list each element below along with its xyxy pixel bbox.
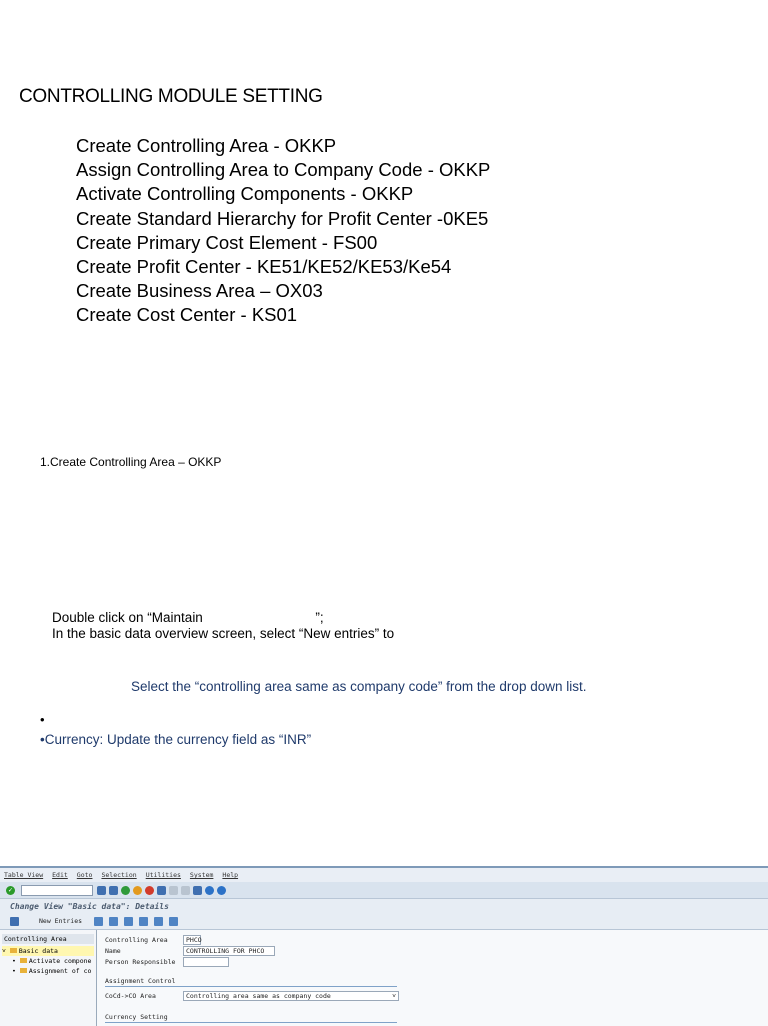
step-item: Create Profit Center - KE51/KE52/KE53/Ke54 — [76, 256, 452, 278]
step-item: Assign Controlling Area to Company Code - OKKP — [76, 159, 491, 181]
instruction-currency: •Currency: Update the currency field as “INR” — [40, 732, 312, 747]
exit-icon[interactable] — [133, 886, 142, 895]
folder-icon — [10, 948, 17, 953]
application-toolbar — [0, 913, 768, 930]
name-label: Name — [105, 946, 121, 955]
step-item: Create Standard Hierarchy for Profit Center -0KE5 — [76, 207, 489, 229]
new-session-icon[interactable] — [193, 886, 202, 895]
help-icon[interactable] — [205, 886, 214, 895]
cocd-co-area-label: CoCd->CO Area — [105, 991, 156, 1000]
tree-header: Controlling Area — [2, 934, 94, 944]
instruction-line1: Double click on “Maintain ”; — [52, 610, 324, 625]
save-icon[interactable] — [109, 886, 118, 895]
menu-edit[interactable]: Edit — [52, 871, 68, 879]
find-icon[interactable] — [169, 886, 178, 895]
select-all-icon[interactable] — [169, 917, 178, 926]
delete-icon[interactable] — [109, 917, 118, 926]
page-heading: CONTROLLING MODULE SETTING — [19, 86, 323, 107]
currency-setting-group: Currency Setting — [105, 1013, 397, 1023]
steps-list — [76, 134, 490, 328]
back-icon[interactable] — [97, 886, 106, 895]
enter-icon[interactable]: ✓ — [6, 886, 15, 895]
screen-title: Change View "Basic data": Details — [0, 899, 768, 913]
step-item: Create Primary Cost Element - FS00 — [76, 231, 378, 253]
tree-item-basic-data[interactable]: ˅ Basic data — [2, 946, 94, 956]
instruction-line2: In the basic data overview screen, select “New entries” to — [52, 626, 395, 641]
cocd-co-area-dropdown[interactable]: Controlling area same as company code ˅ — [183, 991, 399, 1001]
instruction-select: Select the “controlling area same as company code” from the drop down list. — [131, 679, 587, 694]
sap-toolbar — [0, 882, 768, 899]
print-icon[interactable] — [157, 886, 166, 895]
assignment-control-group: Assignment Control — [105, 977, 397, 987]
folder-icon — [20, 958, 27, 963]
section-title: 1.Create Controlling Area – OKKP — [40, 455, 222, 469]
controlling-area-field[interactable]: PHCO — [183, 935, 201, 945]
folder-icon — [20, 968, 27, 973]
tree-item-activate[interactable]: • Activate compone — [12, 957, 92, 965]
controlling-area-label: Controlling Area — [105, 935, 168, 944]
person-responsible-field[interactable] — [183, 957, 229, 967]
menu-selection[interactable]: Selection — [101, 871, 137, 879]
previous-icon[interactable] — [139, 917, 148, 926]
person-responsible-label: Person Responsible — [105, 957, 176, 966]
menu-utilities[interactable]: Utilities — [145, 871, 181, 879]
next-icon[interactable] — [154, 917, 163, 926]
cancel-icon[interactable] — [145, 886, 154, 895]
green-back-icon[interactable] — [121, 886, 130, 895]
bullet-empty: • — [40, 712, 45, 727]
find-next-icon[interactable] — [181, 886, 190, 895]
command-field[interactable] — [21, 885, 93, 896]
menu-system[interactable]: System — [189, 871, 214, 879]
dialog-structure-tree — [0, 930, 97, 1026]
menu-goto[interactable]: Goto — [76, 871, 93, 879]
copy-icon[interactable] — [94, 917, 103, 926]
menu-help[interactable]: Help — [222, 871, 239, 879]
step-item: Activate Controlling Components - OKKP — [76, 183, 414, 205]
undo-icon[interactable] — [124, 917, 133, 926]
chevron-down-icon: ˅ — [392, 991, 396, 1000]
new-entries-button[interactable]: New Entries — [39, 917, 83, 925]
detail-form — [97, 930, 768, 1026]
sap-screenshot — [0, 866, 768, 1026]
instruction-double-click — [52, 610, 394, 642]
step-item: Create Cost Center - KS01 — [76, 304, 298, 326]
tree-item-assignment[interactable]: • Assignment of co — [12, 967, 92, 975]
name-field[interactable]: CONTROLLING FOR PHCO — [183, 946, 275, 956]
sap-menubar — [0, 868, 768, 882]
settings-icon[interactable] — [217, 886, 226, 895]
step-item: Create Business Area – OX03 — [76, 280, 323, 302]
menu-table-view[interactable]: Table View — [4, 871, 44, 879]
step-item: Create Controlling Area - OKKP — [76, 135, 337, 156]
display-change-icon[interactable] — [10, 917, 19, 926]
